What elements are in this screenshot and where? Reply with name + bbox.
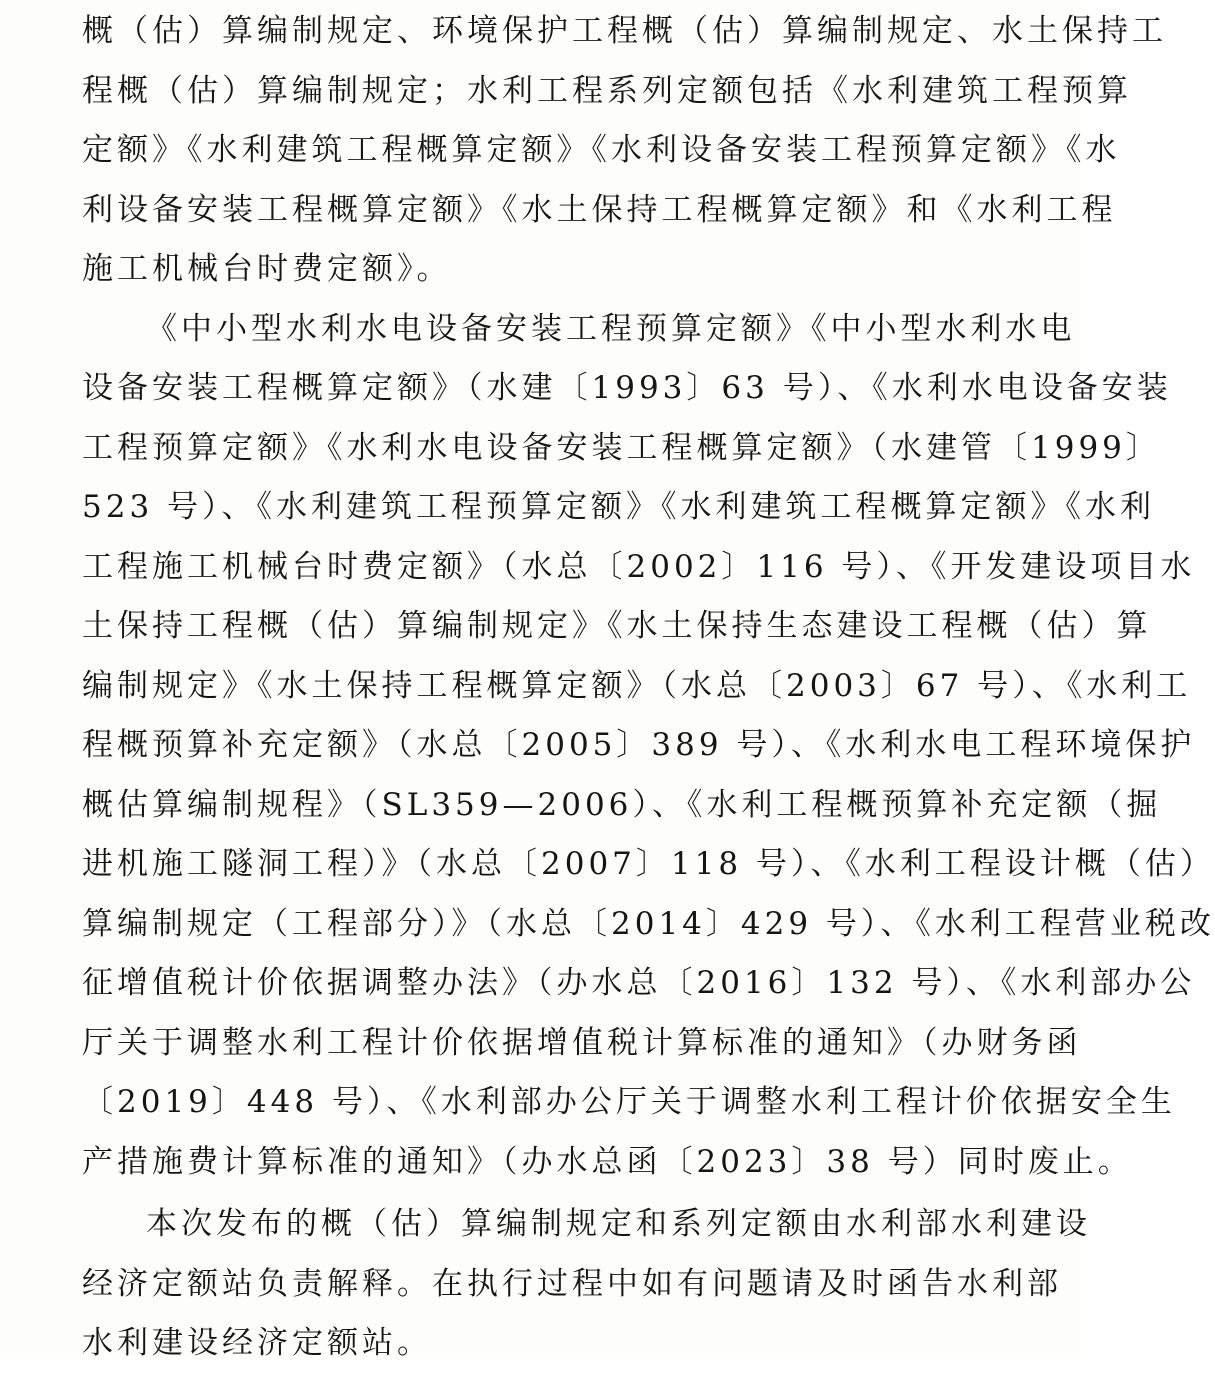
text-line: 523 号）、《水利建筑工程预算定额》《水利建筑工程概算定额》《水利 <box>82 489 1156 525</box>
text-line: 利设备安装工程概算定额》《水土保持工程概算定额》和《水利工程 <box>82 191 1117 228</box>
text-line: 概估算编制规程》（SL359—2006）、《水利工程概预算补充定额（掘 <box>82 786 1162 823</box>
text-line: 《中小型水利水电设备安装工程预算定额》《中小型水利水电 <box>146 310 1076 347</box>
text-line: 〔2019〕448 号）、《水利部办公厅关于调整水利工程计价依据安全生 <box>82 1084 1176 1120</box>
text-line: 本次发布的概（估）算编制规定和系列定额由水利部水利建设 <box>146 1206 1091 1242</box>
text-line: 征增值税计价依据调整办法》（办水总〔2016〕132 号）、《水利部办公 <box>82 965 1196 1001</box>
text-line: 经济定额站负责解释。在执行过程中如有问题请及时函告水利部 <box>82 1265 1062 1302</box>
text-line: 水利建设经济定额站。 <box>82 1325 432 1361</box>
text-line: 定额》《水利建筑工程概算定额》《水利设备安装工程预算定额》《水 <box>82 132 1121 168</box>
text-line: 产措施费计算标准的通知》（办水总函〔2023〕38 号）同时废止。 <box>82 1143 1133 1180</box>
text-line: 程概（估）算编制规定；水利工程系列定额包括《水利建筑工程预算 <box>82 72 1132 109</box>
text-line: 编制规定》《水土保持工程概算定额》（水总〔2003〕67 号）、《水利工 <box>82 667 1192 704</box>
text-line: 进机施工隧洞工程）》（水总〔2007〕118 号）、《水利工程设计概（估） <box>82 846 1215 882</box>
text-line: 工程施工机械台时费定额》（水总〔2002〕116 号）、《开发建设项目水 <box>82 548 1196 585</box>
text-line: 程概预算补充定额》（水总〔2005〕389 号）、《水利水电工程环境保护 <box>82 727 1196 763</box>
paragraph-3 <box>82 1195 1091 1374</box>
text-line: 概（估）算编制规定、环境保护工程概（估）算编制规定、水土保持工 <box>82 13 1167 49</box>
text-line: 设备安装工程概算定额》（水建〔1993〕63 号）、《水利水电设备安装 <box>82 370 1172 406</box>
document-body <box>82 0 1215 1374</box>
text-line: 施工机械台时费定额》。 <box>82 251 452 287</box>
text-line: 算编制规定（工程部分）》（水总〔2014〕429 号）、《水利工程营业税改 <box>82 905 1215 942</box>
paragraph-1 <box>82 2 1167 300</box>
paragraph-2 <box>82 300 1215 1193</box>
text-line: 工程预算定额》《水利水电设备安装工程概算定额》（水建管〔1999〕 <box>82 429 1161 466</box>
text-line: 厅关于调整水利工程计价依据增值税计算标准的通知》（办财务函 <box>82 1024 1082 1061</box>
text-line: 土保持工程概（估）算编制规定》《水土保持生态建设工程概（估）算 <box>82 608 1152 644</box>
